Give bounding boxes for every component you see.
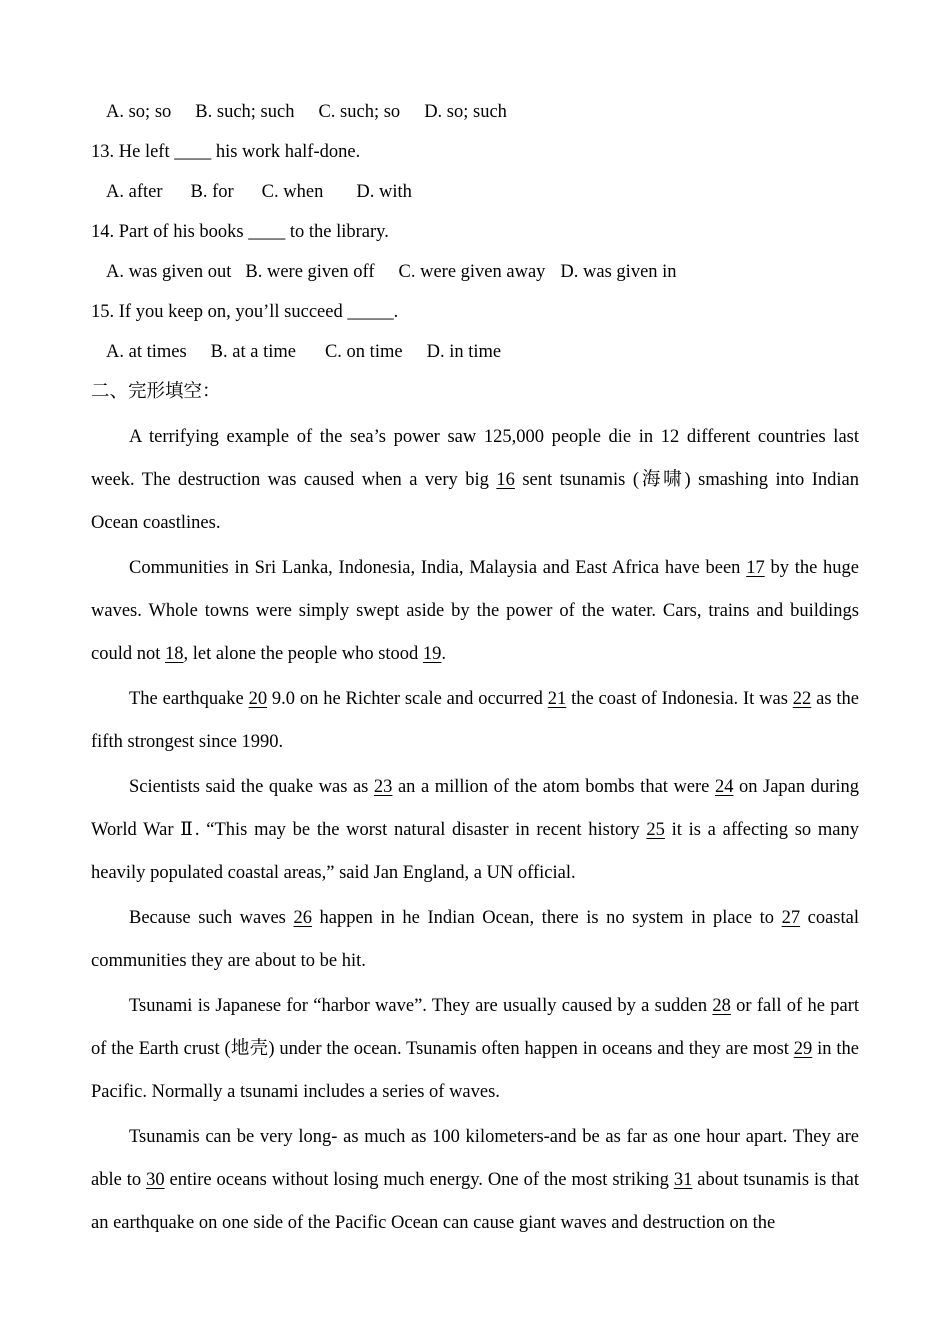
question-text: If you keep on, you’ll succeed _____. bbox=[118, 302, 399, 322]
question-text: He left ____ his work half-done. bbox=[118, 142, 361, 162]
cloze-blank-16: 16 bbox=[496, 470, 515, 490]
document-page bbox=[91, 95, 859, 1246]
question-text: Part of his books ____ to the library. bbox=[118, 222, 389, 242]
cloze-blank-24: 24 bbox=[714, 777, 734, 797]
option-b: B. were given off bbox=[245, 262, 375, 282]
cloze-blank-21: 21 bbox=[547, 689, 567, 709]
question-14-options bbox=[91, 255, 859, 295]
cloze-blank-23: 23 bbox=[373, 777, 393, 797]
cloze-blank-22: 22 bbox=[792, 689, 812, 709]
question-15-options bbox=[91, 335, 859, 375]
cloze-blank-31: 31 bbox=[673, 1170, 693, 1190]
cloze-blank-28: 28 bbox=[712, 996, 731, 1016]
cloze-blank-19: 19 bbox=[422, 644, 442, 664]
passage-paragraph: Tsunami is Japanese for “harbor wave”. They are usually caused by a sudden 28 or fall of he part of the Earth crust (地壳) under the ocean. Tsunamis often happen in oceans and they are most 29 in the Pacific. Normally a tsunami includes a series of waves. bbox=[91, 996, 859, 1102]
cloze-blank-30: 30 bbox=[146, 1170, 165, 1190]
cloze-blank-25: 25 bbox=[646, 820, 665, 840]
option-c: C. such; so bbox=[318, 102, 401, 122]
cloze-blank-20: 20 bbox=[248, 689, 268, 709]
section-heading: 二、完形填空： bbox=[91, 382, 221, 402]
cloze-blank-26: 26 bbox=[293, 908, 312, 928]
passage-paragraph: Scientists said the quake was as 23 an a million of the atom bombs that were 24 on Japan during World War Ⅱ. “This may be the worst natural disaster in recent history 25 it is a affecting so many heavily populated coastal areas,” said Jan England, a UN official. bbox=[91, 777, 859, 883]
cloze-blank-27: 27 bbox=[781, 908, 801, 928]
cloze-blank-17: 17 bbox=[746, 558, 765, 578]
option-a: A. so; so bbox=[106, 102, 172, 122]
question-13-stem bbox=[91, 135, 859, 175]
option-b: B. for bbox=[190, 182, 234, 202]
option-c: C. on time bbox=[324, 342, 403, 362]
option-c: C. were given away bbox=[398, 262, 546, 282]
cloze-passage bbox=[91, 415, 859, 1246]
cloze-blank-29: 29 bbox=[793, 1039, 813, 1059]
option-a: A. at times bbox=[106, 342, 187, 362]
question-12-options bbox=[91, 95, 859, 135]
question-13-options bbox=[91, 175, 859, 215]
option-d: D. was given in bbox=[560, 262, 677, 282]
option-b: B. at a time bbox=[210, 342, 296, 362]
option-a: A. was given out bbox=[106, 262, 232, 282]
option-d: D. with bbox=[356, 182, 412, 202]
question-number: 15. bbox=[91, 302, 115, 322]
passage-paragraph: A terrifying example of the sea’s power saw 125,000 people die in 12 different countries last week. The destruction was caused when a very big 16 sent tsunamis (海啸) smashing into Indian Ocean coastlines. bbox=[91, 427, 859, 533]
question-number: 14. bbox=[91, 222, 115, 242]
option-c: C. when bbox=[261, 182, 324, 202]
question-number: 13. bbox=[91, 142, 115, 162]
passage-paragraph: The earthquake 20 9.0 on he Richter scale and occurred 21 the coast of Indonesia. It was 22 as the fifth strongest since 1990. bbox=[91, 689, 859, 752]
passage-paragraph: Because such waves 26 happen in he Indian Ocean, there is no system in place to 27 coastal communities they are about to be hit. bbox=[91, 908, 859, 971]
question-15-stem bbox=[91, 295, 859, 335]
passage-paragraph: Communities in Sri Lanka, Indonesia, India, Malaysia and East Africa have been 17 by the huge waves. Whole towns were simply swept aside by the power of the water. Cars, trains and buildings could not 18, let alone the people who stood 19. bbox=[91, 558, 860, 664]
option-a: A. after bbox=[106, 182, 163, 202]
cloze-blank-18: 18 bbox=[165, 644, 184, 664]
passage-paragraph: Tsunamis can be very long- as much as 100 kilometers-and be as far as one hour apart. They are able to 30 entire oceans without losing much energy. One of the most striking 31 about tsunamis is that an earthquake on one side of the Pacific Ocean can cause giant waves and destruction on the bbox=[91, 1127, 860, 1233]
option-b: B. such; such bbox=[195, 102, 295, 122]
question-14-stem bbox=[91, 215, 859, 255]
option-d: D. in time bbox=[426, 342, 502, 362]
option-d: D. so; such bbox=[424, 102, 507, 122]
